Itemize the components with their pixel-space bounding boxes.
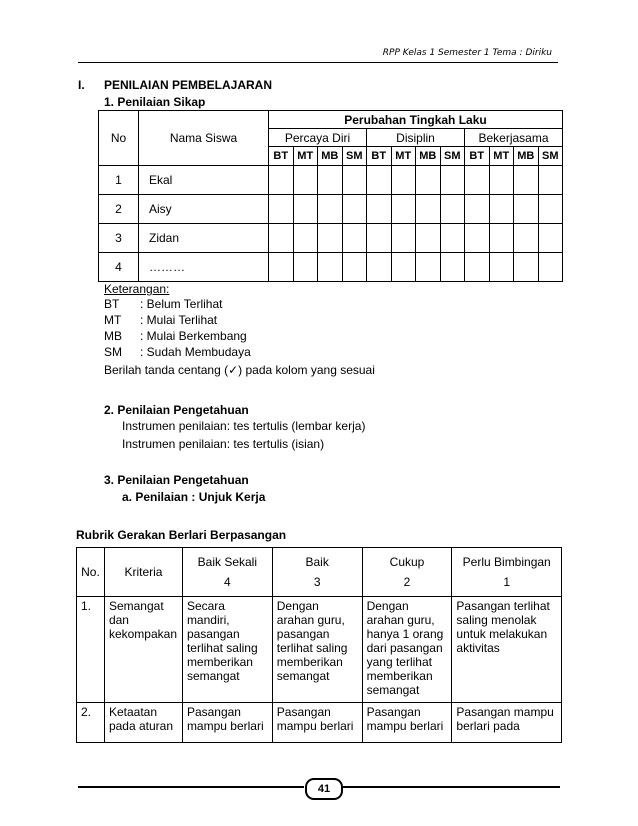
- instrumen-line: Instrumen penilaian: tes tertulis (isian): [122, 437, 325, 451]
- level-header: SM: [440, 147, 465, 166]
- row-no: 2: [99, 195, 139, 224]
- rubrik-table: [76, 547, 562, 743]
- rubrik-kriteria-header: Kriteria: [104, 548, 182, 597]
- level-score: 2: [403, 575, 411, 589]
- col-nama-header: Nama Siswa: [139, 111, 269, 166]
- row-no: 3: [99, 224, 139, 253]
- legend-code: BT: [104, 297, 120, 311]
- table-row: [99, 195, 563, 224]
- level-label: Baik Sekali: [197, 555, 258, 569]
- level-header: BT: [269, 147, 294, 166]
- legend-code: MB: [104, 329, 122, 343]
- rubrik-cell: Dengan arahan guru, pasangan terlihat saling memberikan semangat: [272, 597, 362, 703]
- student-name: Ekal: [139, 166, 269, 195]
- level-label: Baik: [305, 555, 329, 569]
- col-no-header: No: [99, 111, 139, 166]
- level-header: MT: [293, 147, 318, 166]
- rubrik-level-header: [362, 548, 452, 597]
- table-row: [99, 253, 563, 282]
- table-row: [77, 703, 562, 743]
- rubrik-kriteria: Ketaatan pada aturan: [104, 703, 182, 743]
- row-no: 4: [99, 253, 139, 282]
- level-header: BT: [367, 147, 392, 166]
- section-numeral: I.: [78, 78, 85, 92]
- legend-desc: : Belum Terlihat: [140, 297, 223, 311]
- table-row: [99, 224, 563, 253]
- rubrik-cell: Pasangan mampu berlari pada: [452, 703, 562, 743]
- level-score: 4: [224, 575, 231, 589]
- rubrik-row-no: 1.: [77, 597, 105, 703]
- running-header: RPP Kelas 1 Semester 1 Tema : Diriku: [382, 48, 552, 58]
- level-score: 3: [313, 575, 321, 589]
- rubrik-kriteria: Semangat dan kekompakan: [104, 597, 182, 703]
- col-group-header: Perubahan Tingkah Laku: [269, 111, 563, 129]
- level-score: 1: [503, 575, 511, 589]
- rubrik-row-no: 2.: [77, 703, 105, 743]
- level-header: SM: [342, 147, 367, 166]
- rubrik-no-header: No.: [77, 548, 105, 597]
- legend-code: SM: [104, 345, 122, 359]
- level-label: Cukup: [389, 555, 425, 569]
- keterampilan-heading: 3. Penilaian Pengetahuan: [104, 473, 249, 487]
- instrumen-line: Instrumen penilaian: tes tertulis (lembar kerja): [122, 419, 366, 433]
- section-title: PENILAIAN PEMBELAJARAN: [104, 78, 273, 92]
- header-rule: [78, 62, 558, 63]
- level-header: MT: [391, 147, 416, 166]
- rubrik-level-header: [452, 548, 562, 597]
- rubrik-title: Rubrik Gerakan Berlari Berpasangan: [76, 528, 287, 542]
- student-name: Aisy: [139, 195, 269, 224]
- legend-desc: : Mulai Berkembang: [140, 329, 247, 343]
- legend-code: MT: [104, 313, 122, 327]
- rubrik-cell: Secara mandiri, pasangan terlihat saling memberikan semangat: [182, 597, 272, 703]
- legend-desc: : Mulai Terlihat: [140, 313, 218, 327]
- aspect-header: Disiplin: [367, 129, 465, 147]
- level-header: MB: [416, 147, 441, 166]
- student-name: Zidan: [139, 224, 269, 253]
- footer-rule-right: [340, 786, 560, 788]
- footer-rule-left: [78, 786, 304, 788]
- rubrik-cell: Pasangan terlihat saling menolak untuk melakukan aktivitas: [452, 597, 562, 703]
- table-row: [99, 166, 563, 195]
- row-no: 1: [99, 166, 139, 195]
- rubrik-cell: Dengan arahan guru, hanya 1 orang dari pasangan yang terlihat memberikan semangat: [362, 597, 452, 703]
- table-row: [77, 597, 562, 703]
- checkmark-instruction: Berilah tanda centang (✓) pada kolom yang sesuai: [104, 363, 375, 377]
- rubrik-cell: Pasangan mampu berlari: [362, 703, 452, 743]
- level-header: BT: [465, 147, 490, 166]
- pengetahuan-heading: 2. Penilaian Pengetahuan: [104, 403, 249, 417]
- keterangan-title: Keterangan:: [104, 282, 170, 296]
- level-header: SM: [538, 147, 563, 166]
- level-label: Perlu Bimbingan: [462, 555, 551, 569]
- level-header: MB: [318, 147, 343, 166]
- aspect-header: Percaya Diri: [269, 129, 367, 147]
- level-header: MT: [489, 147, 514, 166]
- level-header: MB: [514, 147, 539, 166]
- rubrik-level-header: [272, 548, 362, 597]
- rubrik-cell: Pasangan mampu berlari: [272, 703, 362, 743]
- aspect-header: Bekerjasama: [465, 129, 563, 147]
- sikap-heading: 1. Penilaian Sikap: [104, 95, 206, 109]
- unjuk-kerja-subheading: a. Penilaian : Unjuk Kerja: [122, 490, 266, 504]
- rubrik-level-header: [182, 548, 272, 597]
- student-name: ………: [139, 253, 269, 282]
- sikap-table: [98, 110, 563, 282]
- page-number: 41: [305, 778, 343, 800]
- legend-desc: : Sudah Membudaya: [140, 345, 251, 359]
- rubrik-cell: Pasangan mampu berlari: [182, 703, 272, 743]
